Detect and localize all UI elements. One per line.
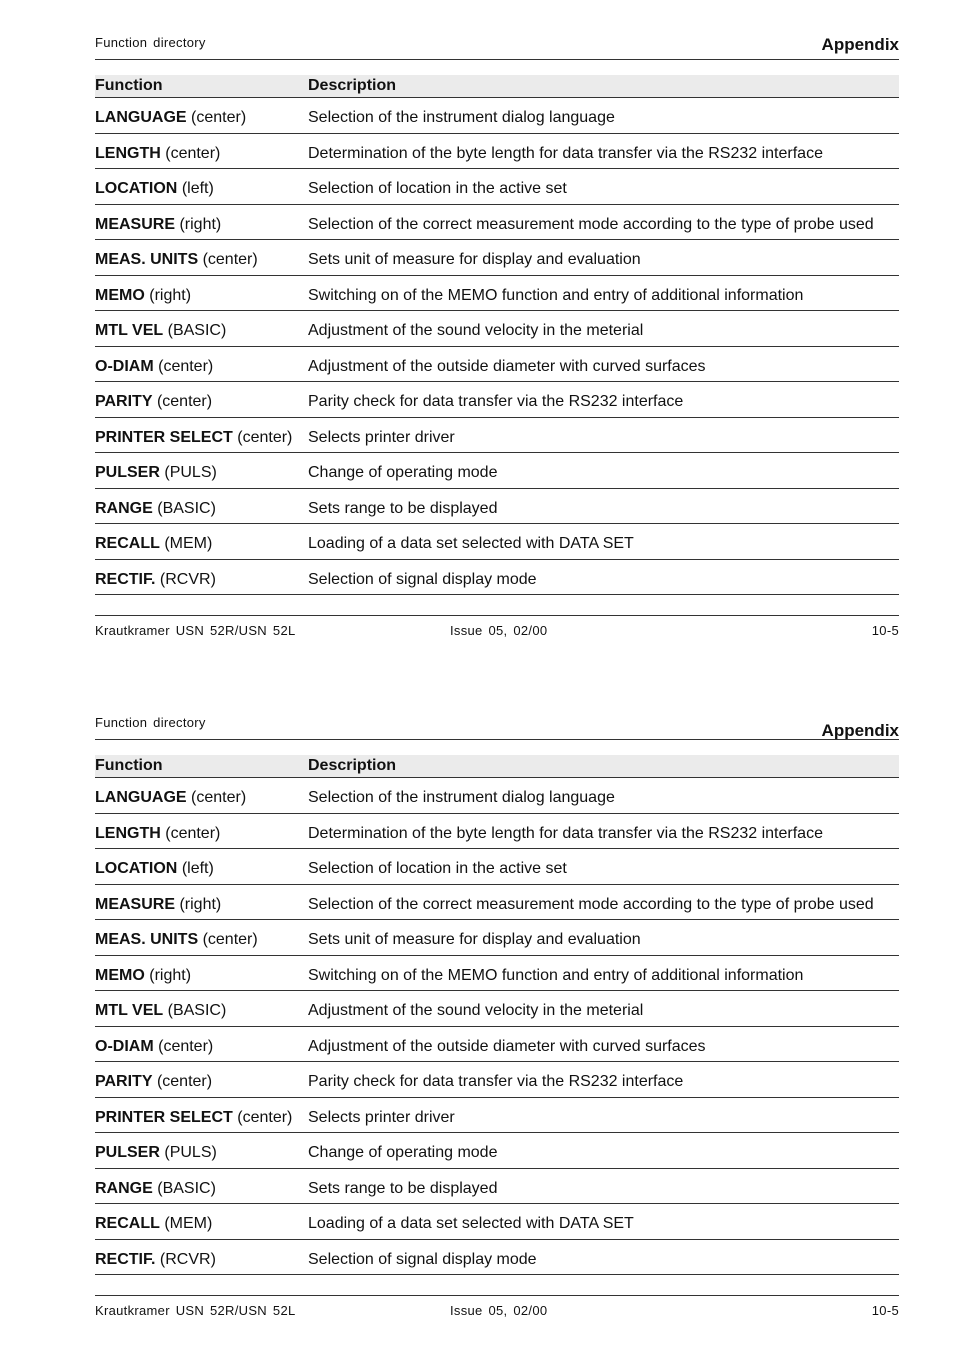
- function-name: MEMO: [95, 286, 145, 304]
- function-menu: (center): [156, 1073, 213, 1090]
- function-menu: (left): [181, 860, 214, 877]
- function-cell: [95, 860, 214, 878]
- header-divider: [95, 59, 899, 60]
- function-name: MEASURE: [95, 895, 176, 913]
- function-name: PULSER: [95, 1144, 160, 1161]
- table-row: [95, 1204, 899, 1240]
- function-menu: (center): [158, 1037, 214, 1055]
- description-cell: Switching on of the MEMO function and entry of additional information: [308, 286, 804, 304]
- table-row: [95, 169, 899, 205]
- function-cell: [95, 967, 191, 985]
- function-menu: (right): [149, 286, 192, 304]
- function-menu: (BASIC): [157, 1179, 216, 1197]
- table-row: [95, 1240, 899, 1276]
- column-header-description: Description: [308, 757, 397, 774]
- table-row: [95, 418, 899, 454]
- section-title: Function directory: [95, 715, 206, 730]
- function-name: MTL VEL: [95, 322, 164, 339]
- function-menu: (left): [181, 180, 214, 197]
- table-row: [95, 134, 899, 170]
- function-menu: (center): [237, 1108, 293, 1126]
- function-table: [95, 755, 899, 1275]
- description-cell: Sets range to be displayed: [308, 1179, 498, 1197]
- function-cell: [95, 1215, 212, 1233]
- function-table: [95, 75, 899, 595]
- function-name: LANGUAGE: [95, 109, 187, 126]
- document-page-2: [95, 710, 899, 1350]
- function-menu: (BASIC): [167, 322, 227, 339]
- description-cell: Loading of a data set selected with DATA SET: [308, 1215, 634, 1232]
- description-cell: Switching on of the MEMO function and entry of additional information: [308, 966, 804, 984]
- table-row: [95, 489, 899, 525]
- table-row: [95, 98, 899, 134]
- table-row: [95, 453, 899, 489]
- function-name: PRINTER SELECT: [95, 1108, 233, 1126]
- table-row: [95, 1133, 899, 1169]
- chapter-title: Appendix: [821, 721, 899, 740]
- function-name: RANGE: [95, 1179, 153, 1197]
- description-cell: Adjustment of the outside diameter with curved surfaces: [308, 1037, 706, 1055]
- document-page-1: [95, 30, 899, 670]
- function-cell: [95, 251, 258, 269]
- table-header: [95, 75, 899, 98]
- function-cell: [95, 216, 221, 234]
- function-menu: (center): [237, 428, 293, 446]
- description-cell: Selection of the instrument dialog language: [308, 109, 615, 126]
- table-row: [95, 849, 899, 885]
- description-cell: Sets unit of measure for display and evaluation: [308, 251, 641, 268]
- page-number: 10-5: [871, 1303, 899, 1318]
- function-cell: [95, 1002, 226, 1020]
- function-name: RECTIF.: [95, 1250, 156, 1268]
- function-cell: [95, 1073, 212, 1091]
- footer-divider: [95, 1295, 899, 1296]
- table-header: [95, 755, 899, 778]
- function-cell: [95, 393, 212, 411]
- table-row: [95, 382, 899, 418]
- function-name: MEAS. UNITS: [95, 931, 199, 948]
- function-name: PULSER: [95, 464, 160, 481]
- table-row: [95, 311, 899, 347]
- table-row: [95, 956, 899, 992]
- table-row: [95, 814, 899, 850]
- function-menu: (center): [165, 144, 221, 162]
- function-cell: [95, 1038, 213, 1056]
- function-cell: [95, 429, 292, 447]
- footer-issue: Issue 05, 02/00: [450, 623, 548, 638]
- function-cell: [95, 1251, 216, 1269]
- function-name: LOCATION: [95, 860, 178, 877]
- function-name: RECALL: [95, 1215, 160, 1232]
- description-cell: Sets range to be displayed: [308, 499, 498, 517]
- description-cell: Change of operating mode: [308, 464, 498, 481]
- function-cell: [95, 1144, 217, 1162]
- function-name: RECTIF.: [95, 570, 156, 588]
- chapter-title: Appendix: [821, 35, 899, 54]
- function-menu: (center): [191, 109, 247, 126]
- function-menu: (BASIC): [157, 499, 216, 517]
- table-row: [95, 1062, 899, 1098]
- table-row: [95, 991, 899, 1027]
- function-cell: [95, 571, 216, 589]
- function-name: MEMO: [95, 966, 145, 984]
- footer-product: Krautkramer USN 52R/USN 52L: [95, 1303, 296, 1318]
- footer-product: Krautkramer USN 52R/USN 52L: [95, 623, 296, 638]
- table-row: [95, 920, 899, 956]
- function-name: LENGTH: [95, 144, 161, 162]
- table-row: [95, 778, 899, 814]
- function-menu: (MEM): [164, 1215, 213, 1232]
- header-divider: [95, 739, 899, 740]
- function-name: MTL VEL: [95, 1002, 164, 1019]
- function-menu: (PULS): [164, 464, 217, 481]
- function-cell: [95, 464, 217, 482]
- function-name: RECALL: [95, 535, 160, 552]
- function-cell: [95, 825, 220, 843]
- function-menu: (right): [179, 215, 222, 233]
- function-menu: (center): [158, 357, 214, 375]
- function-menu: (PULS): [164, 1144, 217, 1161]
- function-cell: [95, 109, 246, 127]
- footer-issue: Issue 05, 02/00: [450, 1303, 548, 1318]
- table-row: [95, 524, 899, 560]
- description-cell: Selection of location in the active set: [308, 180, 567, 197]
- table-row: [95, 1098, 899, 1134]
- function-name: RANGE: [95, 499, 153, 517]
- table-row: [95, 240, 899, 276]
- function-cell: [95, 322, 226, 340]
- description-cell: Adjustment of the sound velocity in the meterial: [308, 1002, 644, 1019]
- description-cell: Selects printer driver: [308, 1108, 455, 1126]
- function-menu: (center): [202, 931, 258, 948]
- function-cell: [95, 287, 191, 305]
- function-name: LANGUAGE: [95, 789, 187, 806]
- function-menu: (center): [191, 789, 247, 806]
- function-menu: (right): [179, 895, 222, 913]
- function-cell: [95, 358, 213, 376]
- description-cell: Selection of the instrument dialog language: [308, 789, 615, 806]
- function-name: O-DIAM: [95, 357, 154, 375]
- description-cell: Determination of the byte length for data transfer via the RS232 interface: [308, 144, 823, 162]
- table-row: [95, 885, 899, 921]
- function-name: PRINTER SELECT: [95, 428, 233, 446]
- function-cell: [95, 1180, 216, 1198]
- function-menu: (right): [149, 966, 192, 984]
- description-cell: Determination of the byte length for data transfer via the RS232 interface: [308, 824, 823, 842]
- function-name: LENGTH: [95, 824, 161, 842]
- table-row: [95, 347, 899, 383]
- function-name: MEAS. UNITS: [95, 251, 199, 268]
- column-header-function: Function: [95, 77, 163, 94]
- description-cell: Sets unit of measure for display and evaluation: [308, 931, 641, 948]
- function-cell: [95, 180, 214, 198]
- table-row: [95, 1169, 899, 1205]
- function-cell: [95, 1109, 292, 1127]
- function-menu: (RCVR): [159, 1250, 216, 1268]
- function-cell: [95, 500, 216, 518]
- function-menu: (RCVR): [159, 570, 216, 588]
- column-header-description: Description: [308, 77, 397, 94]
- footer-divider: [95, 615, 899, 616]
- function-menu: (center): [202, 251, 258, 268]
- function-menu: (center): [165, 824, 221, 842]
- description-cell: Selection of signal display mode: [308, 570, 537, 588]
- table-row: [95, 205, 899, 241]
- function-name: PARITY: [95, 1073, 153, 1090]
- table-row: [95, 1027, 899, 1063]
- description-cell: Adjustment of the outside diameter with curved surfaces: [308, 357, 706, 375]
- table-body: [95, 778, 899, 1275]
- description-cell: Parity check for data transfer via the RS232 interface: [308, 1073, 684, 1090]
- table-row: [95, 560, 899, 596]
- page-number: 10-5: [871, 623, 899, 638]
- table-body: [95, 98, 899, 595]
- function-name: LOCATION: [95, 180, 178, 197]
- function-menu: (BASIC): [167, 1002, 227, 1019]
- function-name: PARITY: [95, 393, 153, 410]
- function-cell: [95, 896, 221, 914]
- function-name: O-DIAM: [95, 1037, 154, 1055]
- description-cell: Selection of signal display mode: [308, 1250, 537, 1268]
- column-header-function: Function: [95, 757, 163, 774]
- function-menu: (MEM): [164, 535, 213, 552]
- description-cell: Selection of the correct measurement mode according to the type of probe used: [308, 895, 874, 913]
- function-name: MEASURE: [95, 215, 176, 233]
- description-cell: Adjustment of the sound velocity in the meterial: [308, 322, 644, 339]
- description-cell: Selection of the correct measurement mode according to the type of probe used: [308, 215, 874, 233]
- table-row: [95, 276, 899, 312]
- description-cell: Loading of a data set selected with DATA SET: [308, 535, 634, 552]
- description-cell: Selection of location in the active set: [308, 860, 567, 877]
- function-cell: [95, 535, 212, 553]
- function-cell: [95, 789, 246, 807]
- description-cell: Selects printer driver: [308, 428, 455, 446]
- function-cell: [95, 145, 220, 163]
- description-cell: Change of operating mode: [308, 1144, 498, 1161]
- function-cell: [95, 931, 258, 949]
- section-title: Function directory: [95, 35, 206, 50]
- description-cell: Parity check for data transfer via the RS232 interface: [308, 393, 684, 410]
- function-menu: (center): [156, 393, 213, 410]
